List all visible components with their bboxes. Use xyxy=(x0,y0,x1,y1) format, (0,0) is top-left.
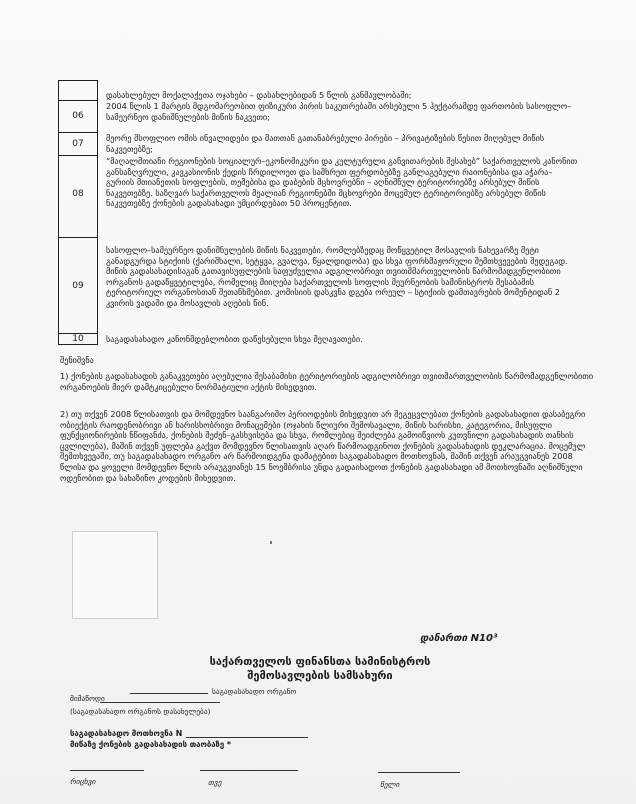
benefits-table xyxy=(58,80,578,345)
table-row xyxy=(58,155,578,237)
tax-org-line xyxy=(130,693,208,694)
month-label: თვე xyxy=(208,778,222,787)
row-number-cell xyxy=(58,80,98,100)
note-heading: შენიშვნა xyxy=(60,355,94,365)
table-row xyxy=(58,100,578,132)
row-text: 2004 წლის 1 მარტის მდგომარეობით ფიზიკური პირის საკუთრებაში არსებული 5 ჰექტარამდე ფართობის სასოფლო–სამეურნეო დანიშნულების მიწის ნაკვეთი; xyxy=(106,101,572,122)
stamp-box xyxy=(72,531,158,619)
row-text: “მაღალმთიანი რეგიონების სოციალურ–ეკონომიკური და კულტურული განვითარების შესახებ” საქართველოს კანონით განსაზღვრული, კავკასიონის ქედის ჩრდილოეთ და სამხრეთ ფერდობებზე განლაგებული რაიონებისა და აჭარა–გურიის მთიანეთის სოფლების, თემებისა და დაბების მცხოვრებნი – აღნიშნულ ტერიტორიებზე არსებულ მიწის ნაკვეთებზე. საზღვარ საქართველოს მეალიან რეგიონებში მცხოვრები მოცემულ ტერიტორიებზე არსებულ მიწის ნაკვეთებზე ქონების გადასახადი უმცირდებათ 50 პროცენტით. xyxy=(106,156,578,209)
row-text: საგადასახადო კანონმდებლობით დაწესებული სხვა შეღავათები. xyxy=(106,334,363,344)
note-item-1: 1) ქონების გადასახადის განაკვეთები აღებულია შესაბამისი ტერიტორიების ადგილობრივი თვითმართველობის წარმომადგენლობითი ორგანოების მიერ დამტკიცებული ნორმატიული აქტის მიხედვით. xyxy=(60,371,594,392)
tax-org-label: საგადასახადო ორგანო xyxy=(212,687,297,696)
day-line xyxy=(70,770,144,771)
day-label: რიცხვი xyxy=(70,777,96,786)
table-row xyxy=(58,237,578,333)
table-row xyxy=(58,333,578,345)
row-number-cell: 10 xyxy=(58,333,98,345)
row-number-cell: 08 xyxy=(58,155,98,237)
demand-number-line xyxy=(186,737,308,738)
org-title-line-2: შემოსავლების სამსახური xyxy=(247,669,393,682)
month-line xyxy=(200,770,298,771)
year-line xyxy=(378,772,460,773)
recipient-label: მიმაწოდი xyxy=(70,694,105,703)
recipient-sub-label: (საგადასახადო ორგანოს დასახელება) xyxy=(70,707,211,716)
row-text: დასახლებულ მოქალაქეთა ოჯახები – დასახლებიდან 5 წლის განმავლობაში; xyxy=(106,90,412,100)
row-number-cell: 06 xyxy=(58,100,98,132)
row-number-cell: 09 xyxy=(58,237,98,333)
annex-label: დანართი N10³ xyxy=(420,633,498,644)
row-text: მეორე მსოფლიო ომის ინვალიდები და მათთან გათანაბრებული პირები – პრივატიზების წესით მიღებულ მიწის ნაკვეთებზე; xyxy=(106,133,545,154)
land-tax-label: მიწაზე ქონების გადასახადის თაობაზე * xyxy=(70,740,231,749)
recipient-line xyxy=(100,702,220,703)
table-row xyxy=(58,132,578,155)
org-title-line-1: საქართველოს ფინანსთა სამინისტროს xyxy=(209,655,431,668)
row-number-cell: 07 xyxy=(58,132,98,155)
row-text: სასოფლო–სამეურნეო დანიშნულების მიწის ნაკვეთები, რომლებზედაც მოწყვეტილ მოსავლის ნახევარზე მეტი განადგურდა სტიქიის (ქარიშხალი, სეტყვა, გვალვა, წყალდიდობა) და სხვა ფორსმაჟორული შემთხვევების შედეგად. მიწის გადასახადისაგან გათავისუფლების საფუძველია ადგილობრივი თვითმმართველობის წარმომადგენლობითი ორგანოს გადაწყვეტილება, რომელიც მიიღება საქართველოს სოფლის მეურნეობის სამინისტროს შესაბამის ტერიტორიულ ორგანოსთან შეთანხმებით. კომისიის დასკვნა დგება ორეულ – სტიქიის დამთავრების მომენტიდან 2 კვირის ვადაში და მოსავლის აღების წინ. xyxy=(106,245,568,308)
speck xyxy=(270,541,272,544)
note-item-2: 2) თუ თქვენ 2008 წლისათვის და მომდევნო საანგარიშო პერიოდების მიხედვით არ შეგეცვლებათ ქონების გადასახადით დასაბეგრი ობიექტის რაოდენობრივი ან ხარისხობრივი მონაცემები (ოჯახის წლიური შემოსავალი, მიწის ხარისხი, კატეგორია, მისუფლი ფუნქციონირების ნწიფანძა, ქონების შეძენ–გასხვისება და სხვა, რომლებიც შეიძლება გამოიწვიოს კუთვნილი გადასახადის თანხის ცვლილება), მაშინ თქვენ უფლება გაქვთ მომდევნო წლისათვის აღარ წარმოადგინოთ ქონების გადასახადის დეკლარაცია. მოცემულ შემთხვევაში, თუ საგადასახადო ორგანო არ წარმოიდგენა დამატებით საგადასახადო მოთხოვნას, მაშინ თქვენ არაუგვიანეს 2008 წლისა და ყოველი მომდევნო წლის არაუგვიანეს 15 ნოემბრისა უნდა გადაიხადოთ ქონების გადასახადი ამ მოთხოვნაში აღნიშნული ოდენობით და სახაზინო კოდების მიხედვით. xyxy=(60,409,586,483)
year-label: წელი xyxy=(380,780,400,789)
table-row xyxy=(58,80,578,100)
demand-label: საგადასახადო მოთხოვნა N xyxy=(70,729,183,738)
